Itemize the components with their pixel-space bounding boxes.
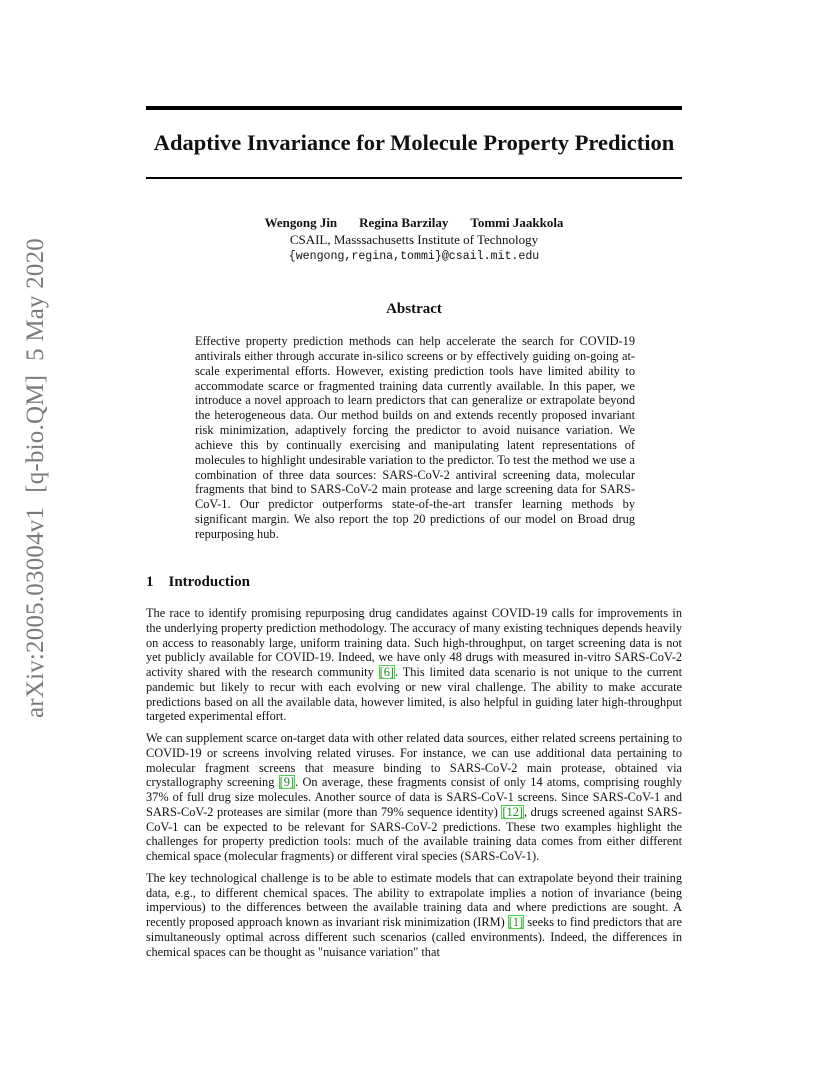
arxiv-stamp xyxy=(22,238,50,718)
citation-link[interactable]: [6] xyxy=(379,665,394,679)
abstract-text: Effective property prediction methods can help accelerate the search for COVID-19 antivirals either through accurate in-silico screens or by effectively guiding on-going at-scale experimental efforts. However, existing prediction tools have limited ability to accommodate scarce or fragmented training data currently available. In this paper, we introduce a novel approach to learn predictors that can generalize or extrapolate beyond the heterogeneous data. Our method builds on and extends recently proposed invariant risk minimization, adaptively forcing the predictor to avoid nuisance variation. We achieve this by continually exercising and manipulating latent representations of molecules to highlight undesirable variation to the predictor. To test the method we use a combination of three data sources: SARS-CoV-2 antiviral screening data, molecular fragments that bind to SARS-CoV-2 main protease and large screening data for SARS-CoV-1. Our predictor outperforms state-of-the-art transfer learning methods by significant margin. We also report the top 20 predictions of our model on Broad drug repurposing hub. xyxy=(195,334,635,541)
paragraph-text: The race to identify promising repurposing drug candidates against COVID-19 calls for improvements in the underlying property prediction methodology. The accuracy of many existing techniques depends heavily on access to reasonably large, uniform training data. Such high-throughput, on target screening data is not yet publicly available for COVID-19. Indeed, we have only 48 drugs with measured in-vitro SARS-CoV-2 activity shared with the research community xyxy=(146,606,682,679)
paragraph-text: The key technological challenge is to be able to estimate models that can extrapolate beyond their training data, e.g., to different chemical spaces. The ability to extrapolate implies a notion of invariance (being impervious) to the differences between the available training data and where predictions are sought. A recently proposed approach known as invariant risk minimization (IRM) xyxy=(146,870,682,929)
paragraph-text: . On average, these fragments consist of only 14 atoms, comprising roughly 37% of full drug size molecules. Another source of data is SARS-CoV-1 screens. Since SARS-CoV-1 and SARS-CoV-2 proteases are similar (more than 79% sequence identity) xyxy=(146,775,683,819)
title-rule-top xyxy=(146,106,682,110)
author-name: Tommi Jaakkola xyxy=(470,215,564,230)
citation-link[interactable]: [9] xyxy=(279,775,295,790)
arxiv-id: arXiv:2005.03004v1 xyxy=(22,506,49,719)
citation-link[interactable]: [12] xyxy=(502,804,523,819)
paragraph xyxy=(146,871,682,960)
arxiv-date: 5 May 2020 xyxy=(22,237,49,361)
paragraph-text: seeks to find predictors that are simultaneously optimal across different such scenarios (called environments). Indeed, the differences in chemical spaces can be thought as "nuisance variation" that xyxy=(146,915,682,959)
paragraph xyxy=(146,731,682,864)
paragraph-text: , drugs screened against SARS-CoV-1 can be expected to be relevant for SARS-CoV-2 predictions. These two examples highlight the challenges for property prediction tools: much of the available training data comes from either different chemical space (molecular fragments) or different viral species (SARS-CoV-1). xyxy=(146,804,682,863)
section-heading xyxy=(146,572,250,592)
author-email: {wengong,regina,tommi}@csail.mit.edu xyxy=(288,250,540,263)
arxiv-category: [q-bio.QM] xyxy=(22,374,49,493)
author-names xyxy=(146,214,682,231)
author-name: Wengong Jin xyxy=(264,215,338,230)
section-body xyxy=(146,606,682,966)
citation-link[interactable]: [1] xyxy=(508,915,524,929)
paragraph xyxy=(146,606,682,724)
title-rule-bottom xyxy=(146,177,682,179)
abstract-heading: Abstract xyxy=(386,301,442,317)
paragraph-text: . This limited data scenario is not unique to the current pandemic but likely to recur with each evolving or new viral challenge. The ability to make accurate predictions based on all the available data, however limited, is also helpful in guiding later high-throughput targeted experimental effort. xyxy=(146,665,682,724)
section-number: 1 xyxy=(146,574,154,590)
author-name: Regina Barzilay xyxy=(359,215,449,230)
author-affiliation: CSAIL, Masssachusetts Institute of Technology xyxy=(289,232,539,247)
paragraph-text: We can supplement scarce on-target data with other related data sources, either related screens pertaining to COVID-19 or screens involving related viruses. For instance, we can use additional data pertaining to molecular fragment screens that measure binding to SARS-CoV-2 main protease, obtained via crystallography screening xyxy=(146,731,682,790)
authors-block xyxy=(146,214,682,265)
paper-title: Adaptive Invariance for Molecule Property Prediction xyxy=(153,130,675,155)
section-title: Introduction xyxy=(168,574,250,590)
